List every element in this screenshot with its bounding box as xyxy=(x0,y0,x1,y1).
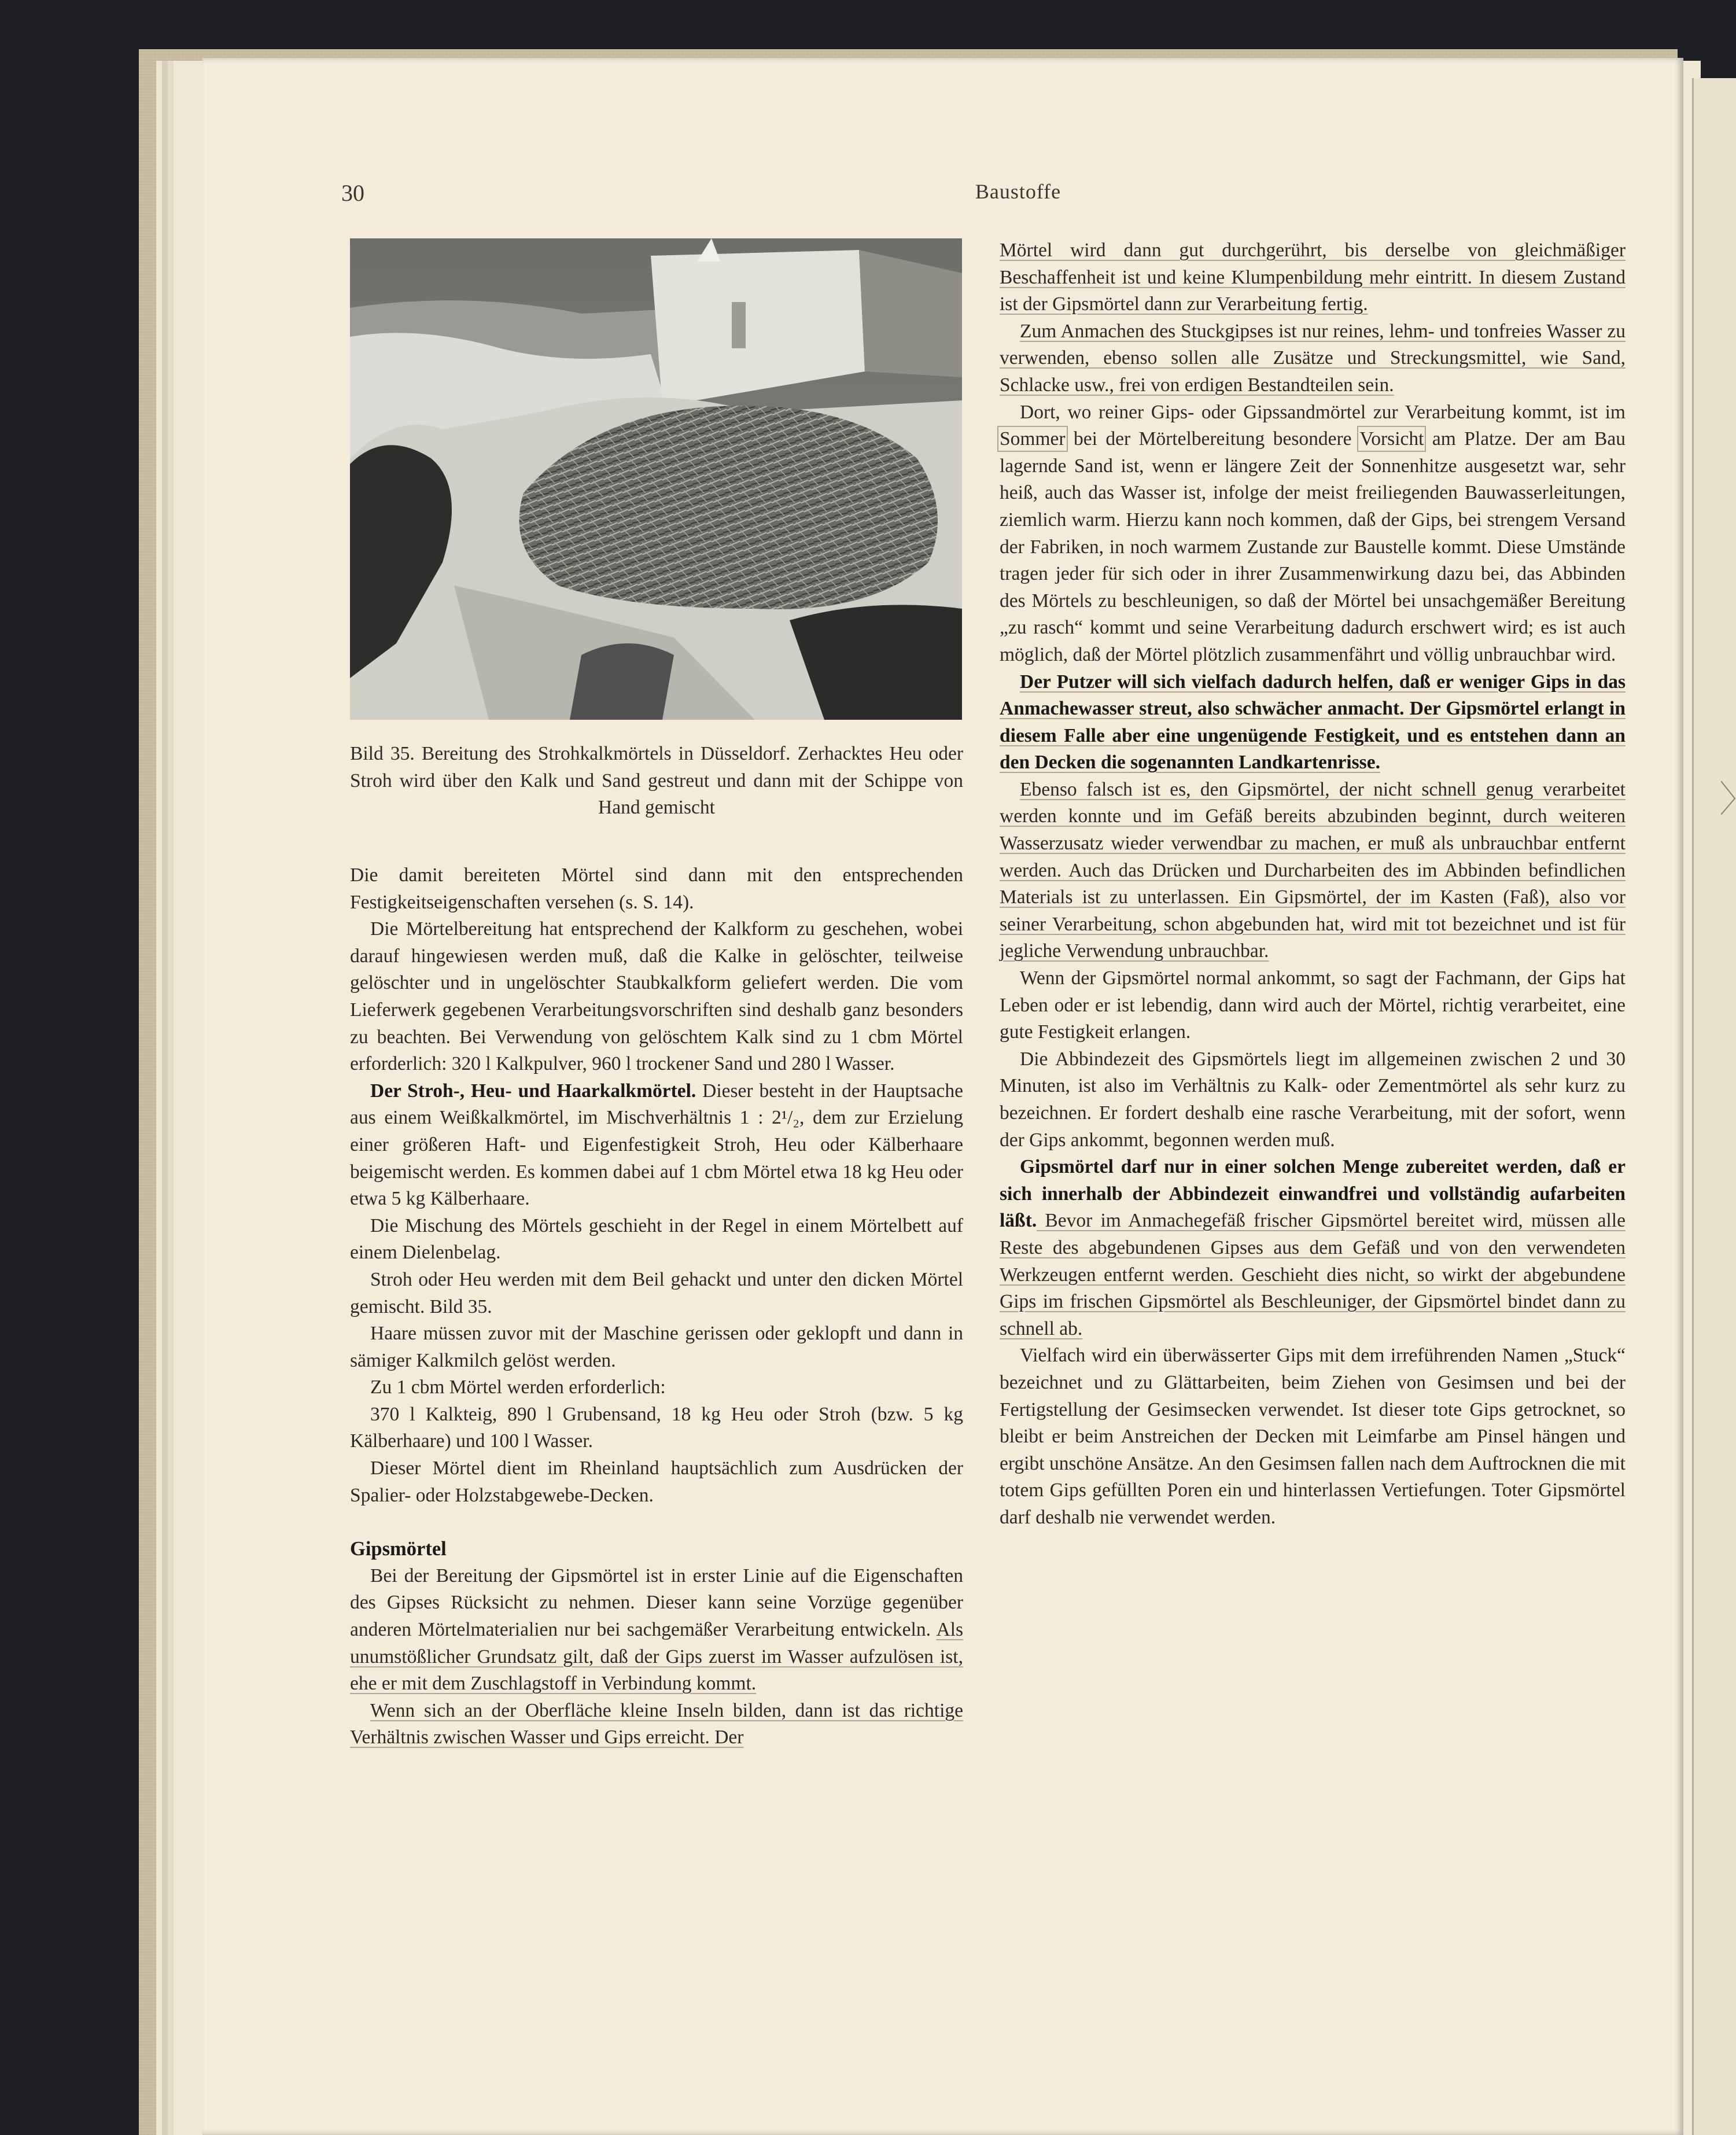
bold-passage: Der Putzer will sich vielfach dadurch helfen, daß er weniger Gips in das Anmachewasser streut, also schwächer anmacht. Der Gipsmörtel erlangt in diesem Falle aber eine ungenügende Festigkeit, und es entstehen dann an den Decken die sogenannten Landkartenrisse. xyxy=(1000,671,1626,774)
paragraph: Vielfach wird ein überwässerter Gips mit dem irreführenden Namen „Stuck“ bezeichnet und zu Glättarbeiten, beim Ziehen von Gesimsen und bei der Fertigstellung der Gesimsecken verwendet. Ist dieser tote Gips getrocknet, so bleibt er beim Anstreichen der Decken mit Leimfarbe am Pinsel hängen und ergibt unschöne Ansätze. An den Gesimsen fallen nach dem Auftrocknen die mit totem Gips gefüllten Poren ein und hinterlassen Vertiefungen. Toter Gipsmörtel darf deshalb nie verwendet werden. xyxy=(1000,1345,1626,1528)
paragraph: Haare müssen zuvor mit der Maschine gerissen oder geklopft und dann in sämiger Kalkmilch gelöst werden. xyxy=(350,1323,963,1371)
left-column xyxy=(350,862,963,1751)
paragraph: Bei der Bereitung der Gipsmörtel ist in erster Linie auf die Eigenschaften des Gipses Rücksicht zu nehmen. Dieser kann seine Vorzüge gegenüber anderen Mörtelmaterialien nur bei sachgemäßer Verarbeitung entwickeln. Als unumstößlicher Grundsatz gilt, daß der Gips zuerst im Wasser aufzulösen ist, ehe er mit dem Zuschlagstoff in Verbindung kommt. xyxy=(350,1565,963,1695)
paragraph: Stroh oder Heu werden mit dem Beil gehackt und unter den dicken Mörtel gemischt. Bild 35. xyxy=(350,1268,963,1317)
boxed-word: Sommer xyxy=(1000,428,1066,450)
paragraph: Ebenso falsch ist es, den Gipsmörtel, der nicht schnell genug verarbeitet werden konnte und im Gefäß bereits abzubinden beginnt, durch weiteren Wasserzusatz wieder verwendbar zu machen, er muß als unbrauchbar entfernt werden. Auch das Drücken und Durcharbeiten des im Abbinden befindlichen Materials ist zu unterlassen. Ein Gipsmörtel, der im Kasten (Faß), also vor seiner Verarbeitung, schon abgebunden hat, wird mit tot bezeichnet und ist für jegliche Verwendung unbrauchbar. xyxy=(1000,778,1626,962)
bold-passage: Gipsmörtel darf nur in einer solchen Menge zubereitet werden, daß er sich innerhalb der Abbindezeit einwandfrei und vollständig aufarbeiten läßt. xyxy=(1000,1156,1626,1232)
paragraph: Die damit bereiteten Mörtel sind dann mit den entsprechenden Festigkeitseigenschaften versehen (s. S. 14). xyxy=(350,864,963,913)
figure-photo xyxy=(350,238,962,720)
section-heading: Gipsmörtel xyxy=(350,1538,447,1560)
boxed-word: Vorsicht xyxy=(1359,428,1424,450)
paragraph: Die Mörtelbereitung hat entsprechend der Kalkform zu geschehen, wobei darauf hingewiesen werden muß, daß die Kalke in gelöschter, teilweise gelöschter und in ungelöschter Staubkalkform geliefert werden. Die vom Lieferwerk gegebenen Verarbeitungsvorschriften sind deshalb ganz besonders zu beachten. Bei Verwendung von gelöschtem Kalk sind zu 1 cbm Mörtel erforderlich: 320 l Kalkpulver, 960 l trockener Sand und 280 l Wasser. xyxy=(350,918,963,1075)
paragraph: Zum Anmachen des Stuckgipses ist nur reines, lehm- und tonfreies Wasser zu verwenden, ebenso sollen alle Zusätze und Streckungsmittel, wie Sand, Schlacke usw., frei von erdigen Bestandteilen sein. xyxy=(1000,320,1626,396)
paragraph: Der Stroh-, Heu- und Haarkalkmörtel. Dieser besteht in der Hauptsache aus einem Weißkalkmörtel, im Mischverhältnis 1 : 2¹/₂, dem zur Erzielung einer größeren Haft- und Eigenfestigkeit Stroh, Heu oder Kälberhaare beigemischt werden. Es kommen dabei auf 1 cbm Mörtel etwa 18 kg Heu oder etwa 5 kg Kälberhaare. xyxy=(350,1080,963,1210)
underlined-text: Als unumstößlicher Grundsatz gilt, daß der Gips zuerst im Wasser aufzulösen ist, ehe er mit dem Zuschlagstoff in Verbindung kommt. xyxy=(350,1619,963,1695)
paragraph: Wenn der Gipsmörtel normal ankommt, so sagt der Fachmann, der Gips hat Leben oder er ist lebendig, dann wird auch der Mörtel, richtig verarbeitet, eine gute Festigkeit erlangen. xyxy=(1000,967,1626,1043)
paragraph: Die Mischung des Mörtels geschieht in der Regel in einem Mörtelbett auf einem Dielenbelag. xyxy=(350,1214,963,1264)
paragraph: Gipsmörtel darf nur in einer solchen Menge zubereitet werden, daß er sich innerhalb der Abbindezeit einwandfrei und vollständig aufarbeiten läßt. Bevor im Anmachegefäß frischer Gipsmörtel bereitet wird, müssen alle Reste des abgebundenen Gipses aus dem Gefäß und von den verwendeten Werkzeugen entfernt werden. Geschieht dies nicht, so wirkt der abgebundene Gips im frischen Gipsmörtel als Beschleuniger, der Gipsmörtel bindet dann zu schnell ab. xyxy=(1000,1156,1626,1339)
right-column xyxy=(1000,237,1626,1532)
margin-tick-mark xyxy=(1721,781,1736,816)
paragraph: Mörtel wird dann gut durchgerührt, bis derselbe von gleichmäßiger Beschaffenheit ist und keine Klumpenbildung mehr eintritt. In diesem Zustand ist der Gipsmörtel dann zur Verarbeitung fertig. xyxy=(1000,240,1626,315)
paragraph xyxy=(1000,669,1626,776)
paragraph: Zu 1 cbm Mörtel werden erforderlich: xyxy=(370,1376,666,1398)
page-number: 30 xyxy=(341,180,364,206)
paragraph: Dieser Mörtel dient im Rheinland hauptsächlich zum Ausdrücken der Spalier- oder Holzstabgewebe-Decken. xyxy=(350,1457,963,1506)
next-page-edge xyxy=(1692,78,1736,2135)
paragraph: Dort, wo reiner Gips- oder Gipssandmörtel zur Verarbeitung kommt, ist im Sommer bei der Mörtelbereitung besondere Vorsicht am Platze. Der am Bau lagernde Sand ist, wenn er längere Zeit der Sonnenhitze ausgesetzt war, sehr heiß, auch das Wasser ist, infolge der meist freiliegenden Bauwasserleitungen, ziemlich warm. Hierzu kann noch kommen, daß der Gips, bei strengem Versand der Fabriken, in noch warmem Zustande zur Baustelle kommt. Diese Umstände tragen jeder für sich oder in ihrer Zusammenwirkung dazu bei, das Abbinden des Mörtels zu beschleunigen, so daß der Mörtel bei unsachgemäßer Bereitung „zu rasch“ kommt und seine Verarbeitung dadurch erschwert wird; es ist auch möglich, daß der Mörtel plötzlich zusammenfährt und völlig unbrauchbar wird. xyxy=(1000,401,1626,665)
paragraph: Wenn sich an der Oberfläche kleine Inseln bilden, dann ist das richtige Verhältnis zwischen Wasser und Gips erreicht. Der xyxy=(350,1699,963,1749)
straw-mortar-photo-illustration xyxy=(350,238,962,720)
running-title: Baustoffe xyxy=(975,180,1061,203)
figure-caption: Bild 35. Bereitung des Strohkalkmörtels in Düsseldorf. Zerhacktes Heu oder Stroh wird über den Kalk und Sand gestreut und dann mit der Schippe von Hand gemischt xyxy=(350,743,963,818)
paragraph: Die Abbindezeit des Gipsmörtels liegt im allgemeinen zwischen 2 und 30 Minuten, ist also im Verhältnis zu Kalk- oder Zementmörtel als sehr kurz zu bezeichnen. Er fordert deshalb eine rasche Verarbeitung, mit der sofort, wenn der Gips ankommt, begonnen werden muß. xyxy=(1000,1048,1626,1151)
paragraph: 370 l Kalkteig, 890 l Grubensand, 18 kg Heu oder Stroh (bzw. 5 kg Kälberhaare) und 100 l Wasser. xyxy=(350,1403,963,1452)
run-in-heading: Der Stroh-, Heu- und Haarkalkmörtel. xyxy=(370,1080,696,1102)
